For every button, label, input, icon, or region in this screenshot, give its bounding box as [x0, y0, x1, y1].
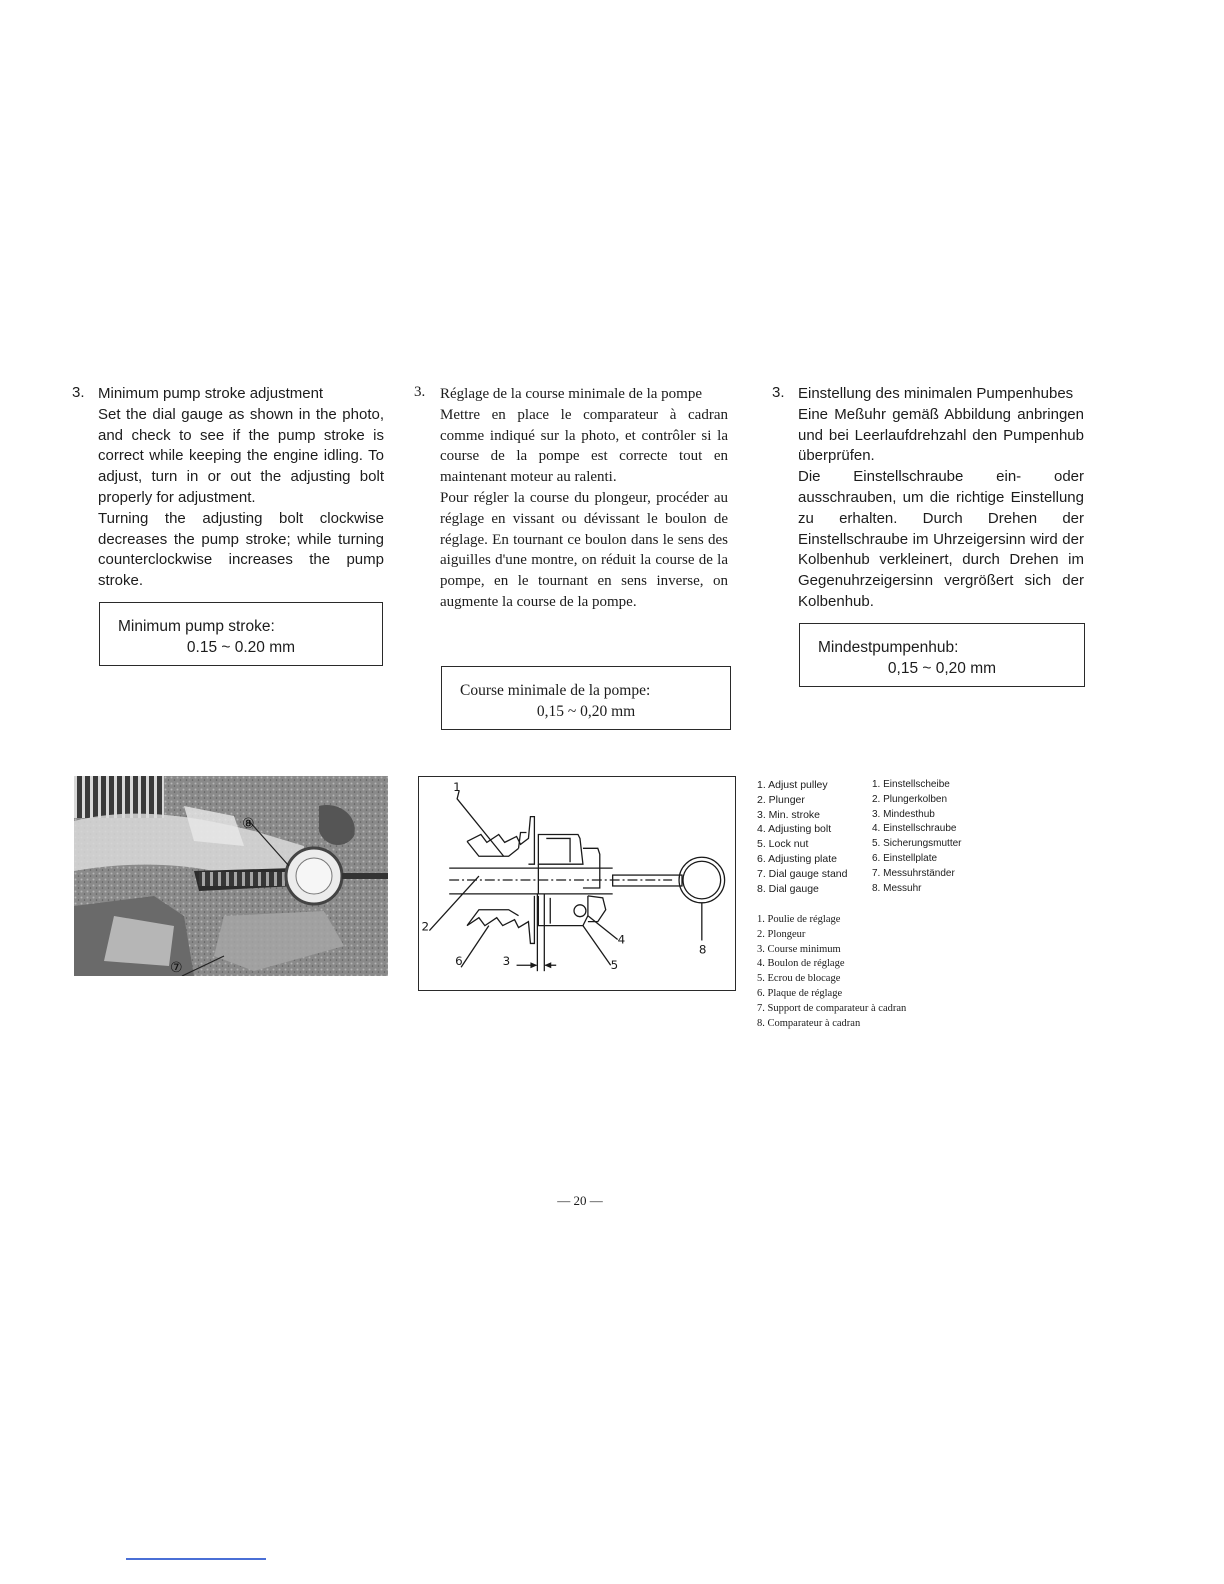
legend-item: 2. Plungerkolben: [872, 793, 948, 805]
instruction-paragraph: Set the dial gauge as shown in the photo, and check to see if the pump stroke is correct while keeping the engine idling. To adjust, turn in or out the adjusting bolt properly for adjustment.: [98, 405, 384, 506]
pump-stroke-diagram: [418, 776, 736, 991]
legend-item: 8. Messuhr: [872, 882, 922, 894]
spec-label: Mindestpumpenhub:: [818, 639, 959, 656]
diagram-label: 1: [453, 779, 461, 794]
instruction-paragraph: Turning the adjusting bolt clockwise decreases the pump stroke; while turning counterclockwise increases the pump stroke.: [98, 509, 384, 590]
spec-box: [799, 623, 1085, 687]
legend-item: 5. Lock nut: [757, 838, 809, 851]
spec-value: 0,15 ~ 0,20 mm: [536, 703, 636, 720]
legend-item: 2. Plongeur: [757, 928, 806, 940]
legend-item: 3. Mindesthub: [872, 808, 935, 820]
engine-photo: [74, 776, 388, 976]
photo-callout: ⑧: [242, 816, 255, 832]
diagram-label: 2: [421, 919, 430, 934]
legend-item: 7. Dial gauge stand: [757, 867, 848, 880]
legend-item: 1. Einstellscheibe: [872, 779, 950, 790]
legend-item: 8. Comparateur à cadran: [757, 1017, 861, 1029]
legend-item: 1. Poulie de réglage: [757, 914, 841, 925]
legend-english: [757, 778, 847, 896]
french-section: [414, 384, 728, 613]
legend-item: 7. Messuhrständer: [872, 867, 955, 879]
instruction-paragraph: Pour régler la course du plongeur, procéder au réglage en vissant ou dévissant le boulon de réglage. En tournant ce boulon dans le sens des aiguilles d'une montre, on réduit la course de la pompe, en le tournant en sens inverse, on augmente la course de la pompe.: [440, 489, 728, 610]
section-number: 3.: [414, 384, 426, 400]
legend-item: 5. Sicherungsmutter: [872, 838, 962, 850]
spec-box: [441, 666, 731, 730]
section-title: Réglage de la course minimale de la pompe: [440, 386, 702, 402]
section-number: 3.: [772, 384, 785, 401]
legend-item: 4. Einstellschraube: [872, 823, 957, 835]
section-number: 3.: [72, 384, 85, 401]
legend-item: 7. Support de comparateur à cadran: [757, 1002, 907, 1014]
diagram-label: 6: [455, 954, 463, 969]
legend-item: 4. Adjusting bolt: [757, 823, 832, 836]
legend-item: 6. Adjusting plate: [757, 852, 837, 865]
section-title: Einstellung des minimalen Pumpenhubes: [798, 385, 1074, 402]
spec-value: 0,15 ~ 0,20 mm: [887, 660, 997, 677]
instruction-paragraph: Mettre en place le comparateur à cadran comme indiqué sur la photo, et contrôler si la course de la pompe est correcte tout en maintenant moteur au ralenti.: [440, 406, 728, 486]
diagram-label: 3: [502, 954, 511, 969]
diagram-label: 4: [617, 932, 626, 947]
photo-callout: ⑦: [170, 960, 183, 976]
english-section: [72, 384, 384, 592]
legend-item: 3. Course minimum: [757, 943, 841, 955]
legend-item: 1. Adjust pulley: [757, 779, 828, 791]
spec-label: Course minimale de la pompe:: [460, 682, 651, 699]
legend-french: [757, 913, 906, 1031]
spec-value: 0.15 ~ 0.20 mm: [186, 639, 296, 656]
spec-box: [99, 602, 383, 666]
legend-item: 6. Einstellplate: [872, 852, 938, 864]
footer-rule: [126, 1558, 266, 1560]
legend-item: 8. Dial gauge: [757, 882, 819, 895]
legend-item: 6. Plaque de réglage: [757, 987, 843, 999]
diagram-label: 8: [698, 942, 707, 957]
german-section: [772, 384, 1084, 613]
page-number: — 20 —: [557, 1193, 603, 1208]
legend-item: 2. Plunger: [757, 793, 805, 806]
spec-label: Minimum pump stroke:: [118, 618, 275, 635]
legend-item: 3. Min. stroke: [757, 808, 821, 821]
legend-item: 5. Ecrou de blocage: [757, 973, 841, 985]
diagram-label: 5: [610, 958, 619, 973]
instruction-paragraph: Die Einstellschraube ein- oder ausschrauben, um die richtige Einstellung zu erhalten. Durch Drehen der Einstellschraube im Uhrzeigersinn wird der Kolbenhub verkleinert, durch Drehen im Gegenuhrzeigersinn vergrößert sich der Kolbenhub.: [798, 468, 1084, 610]
legend-item: 4. Boulon de réglage: [757, 958, 845, 970]
section-title: Minimum pump stroke adjustment: [98, 385, 324, 402]
legend-german: [872, 778, 962, 896]
instruction-paragraph: Eine Meßuhr gemäß Abbildung anbringen und bei Leerlaufdrehzahl den Pumpenhub überprüfen.: [798, 405, 1084, 465]
